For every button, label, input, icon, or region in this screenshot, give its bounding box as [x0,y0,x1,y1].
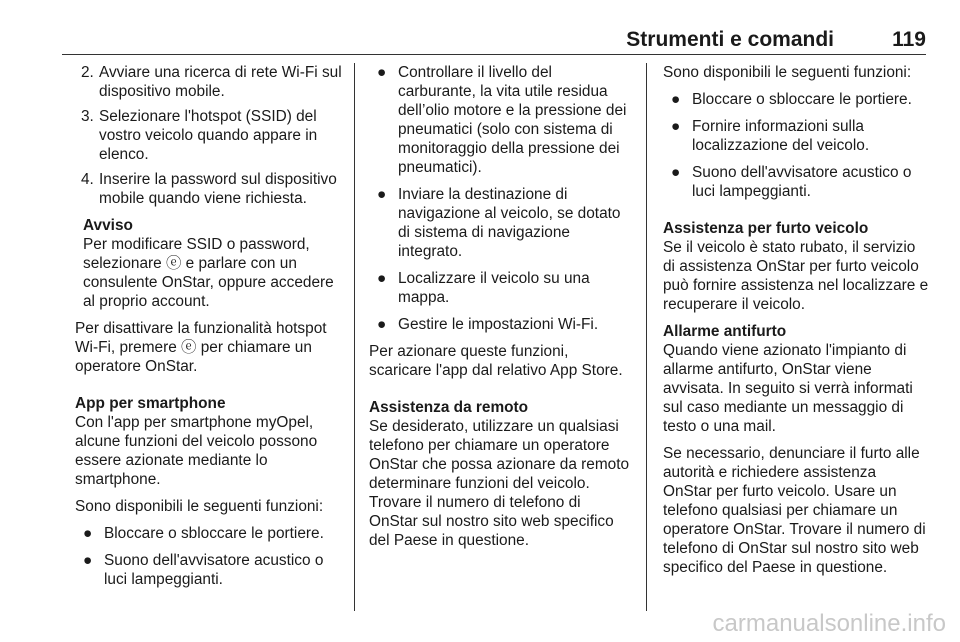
list-item: ● Controllare il livello del carburante, la vita utile residua dell’olio motore e la pressione dei pneumatici (solo con sistema di monitoraggio della pressione dei pneumatici). [377,64,627,176]
column-3 [663,63,929,585]
step-item: 4. Inserire la password sul dispositivo mobile quando viene richiesta. [81,171,337,207]
bullet-icon: ● [377,270,387,287]
paragraph: Sono disponibili le seguenti funzioni: [663,64,912,81]
list-item: ● Bloccare o sbloccare le portiere. [83,525,324,542]
paragraph: Se desiderato, utilizzare un qualsiasi telefono per chiamare un operatore OnStar che possa azionare da remoto determinare funzioni del veicolo. Trovare il numero di telefono di OnStar sul nostro sito web specifico del Paese in questione. [369,418,630,549]
bullet-icon: ● [83,525,93,542]
section-heading: Assistenza da remoto [369,399,529,416]
list-item: ● Bloccare o sbloccare le portiere. [671,91,912,108]
column-divider [646,63,647,611]
paragraph: Se il veicolo è stato rubato, il servizio di assistenza OnStar per furto veicolo può fornire assistenza nel localizzare e recuperare il veicolo. [663,239,929,313]
watermark: carmanualsonline.info [712,610,946,637]
bullet-icon: ● [83,552,93,569]
paragraph: Sono disponibili le seguenti funzioni: [75,498,324,515]
step-item: 3. Selezionare l'hotspot (SSID) del vostro veicolo quando appare in elenco. [81,108,318,163]
list-item: ● Localizzare il veicolo su una mappa. [377,270,590,306]
paragraph: Per disattivare la funzionalità hotspot Wi-Fi, premere ⓔ per chiamare un operatore OnStar. [75,320,327,375]
page-header [62,28,926,55]
column-divider [354,63,355,611]
notice-title: Avviso [83,217,133,234]
bullet-icon: ● [377,186,387,203]
paragraph: Quando viene azionato l'impianto di allarme antifurto, OnStar viene avvisata. In seguito si verrà informati sul caso mediante un messaggio di testo o una mail. [663,342,913,435]
column-2 [369,63,632,558]
bullet-icon: ● [671,118,681,135]
bullet-icon: ● [377,316,387,333]
section-title: Strumenti e comandi [626,28,834,51]
paragraph: Se necessario, denunciare il furto alle autorità e richiedere assistenza OnStar per furto veicolo. Usare un telefono qualsiasi per chiamare un operatore OnStar. Trovare il numero di telefono di OnStar sul nostro sito web specifico del Paese in questione. [663,445,926,576]
section-heading: App per smartphone [75,395,226,412]
bullet-icon: ● [377,64,387,81]
list-item: ● Gestire le impostazioni Wi-Fi. [377,316,599,333]
paragraph: Per azionare queste funzioni, scaricare l'app dal relativo App Store. [369,343,623,379]
section-heading: Assistenza per furto veicolo [663,220,869,237]
step-item: 2. Avviare una ricerca di rete Wi-Fi sul dispositivo mobile. [81,64,342,100]
page-number: 119 [892,28,926,51]
list-item: ● Suono dell'avvisatore acustico o luci lampeggianti. [671,164,912,200]
bullet-icon: ● [671,91,681,108]
column-1 [75,63,343,597]
paragraph: Con l'app per smartphone myOpel, alcune funzioni del veicolo possono essere azionate mediante lo smartphone. [75,414,318,488]
list-item: ● Suono dell'avvisatore acustico o luci lampeggianti. [83,552,324,588]
subheading: Allarme antifurto [663,323,787,340]
bullet-icon: ● [671,164,681,181]
notice-box [75,216,343,311]
list-item: ● Fornire informazioni sulla localizzazione del veicolo. [671,118,870,154]
notice-text: Per modificare SSID o password, selezionare ⓔ e parlare con un consulente OnStar, oppure accedere al proprio account. [83,236,334,310]
list-item: ● Inviare la destinazione di navigazione al veicolo, se dotato di sistema di navigazione integrato. [377,186,621,260]
